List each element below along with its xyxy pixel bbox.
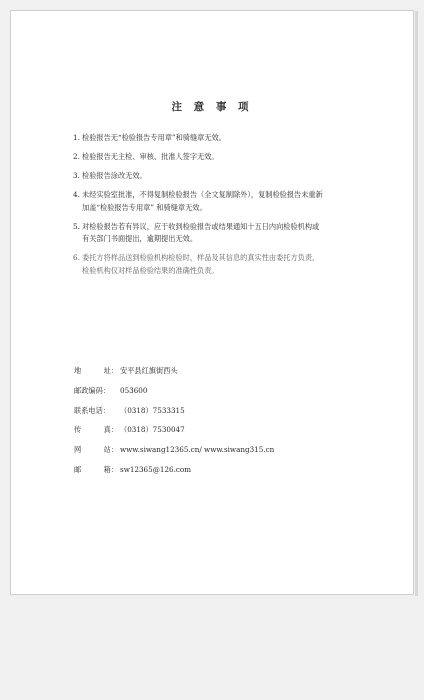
fax-value: （0318）7530047 <box>120 425 185 435</box>
note-text: 未经实验室批准，不得复制检验报告（全文复制除外），复制检验报告未重新 <box>82 190 323 199</box>
note-item-5 <box>74 221 394 246</box>
note-item-3 <box>74 170 394 183</box>
note-number: 6. <box>73 253 80 262</box>
note-item-6 <box>74 252 394 277</box>
note-text: 加盖“检验报告专用章” 和骑缝章无效。 <box>82 202 207 212</box>
address-value: 安平县红旗街西头 <box>120 366 178 375</box>
contact-block <box>74 365 404 484</box>
note-number: 1. <box>73 133 80 142</box>
website-link[interactable]: www.siwang12365.cn/ www.siwang315.cn <box>120 445 275 455</box>
note-number: 5. <box>73 221 80 231</box>
contact-email <box>74 464 404 484</box>
note-number: 3. <box>73 171 80 180</box>
note-text: 委托方将样品送到检验机构检验时，样品及其信息的真实性由委托方负责， <box>82 253 320 262</box>
contact-address <box>74 365 404 385</box>
contact-label: 联系电话： <box>74 405 110 415</box>
contact-postcode <box>74 385 404 405</box>
contact-label: 网 站： <box>74 445 118 455</box>
note-item-4 <box>74 189 394 214</box>
note-text: 对检验报告若有异议，应于收到检验报告或结果通知十五日内向检验机构或 <box>82 221 320 231</box>
contact-website <box>74 444 404 464</box>
note-text: 检验报告涂改无效。 <box>82 171 147 180</box>
postcode-value: 053600 <box>120 385 148 395</box>
note-text: 检验机构仅对样品检验结果的准确性负责。 <box>82 265 219 275</box>
contact-label: 传 真： <box>74 425 118 435</box>
note-text: 检验报告无主检、审核、批准人签字无效。 <box>82 152 219 161</box>
contact-label: 邮 箱： <box>74 464 118 474</box>
email-link[interactable]: sw12365@126.com <box>120 464 192 474</box>
contact-phone <box>74 405 404 425</box>
notes-list <box>74 132 394 284</box>
page-title: 注 意 事 项 <box>171 101 253 113</box>
note-item-1 <box>74 132 394 145</box>
contact-label: 地 址： <box>74 366 118 375</box>
note-number: 2. <box>73 152 80 161</box>
contact-label: 邮政编码： <box>74 385 110 395</box>
document-page <box>10 10 414 595</box>
phone-value: （0318）7533315 <box>120 405 185 415</box>
note-text: 有关部门书面提出，逾期提出无效。 <box>82 234 198 243</box>
page-edge-shadow <box>415 11 418 596</box>
note-number: 4. <box>73 190 80 199</box>
contact-fax <box>74 424 404 444</box>
note-text: 检验报告无“检验报告专用章”和骑缝章无效。 <box>82 133 226 142</box>
note-item-2 <box>74 151 394 164</box>
